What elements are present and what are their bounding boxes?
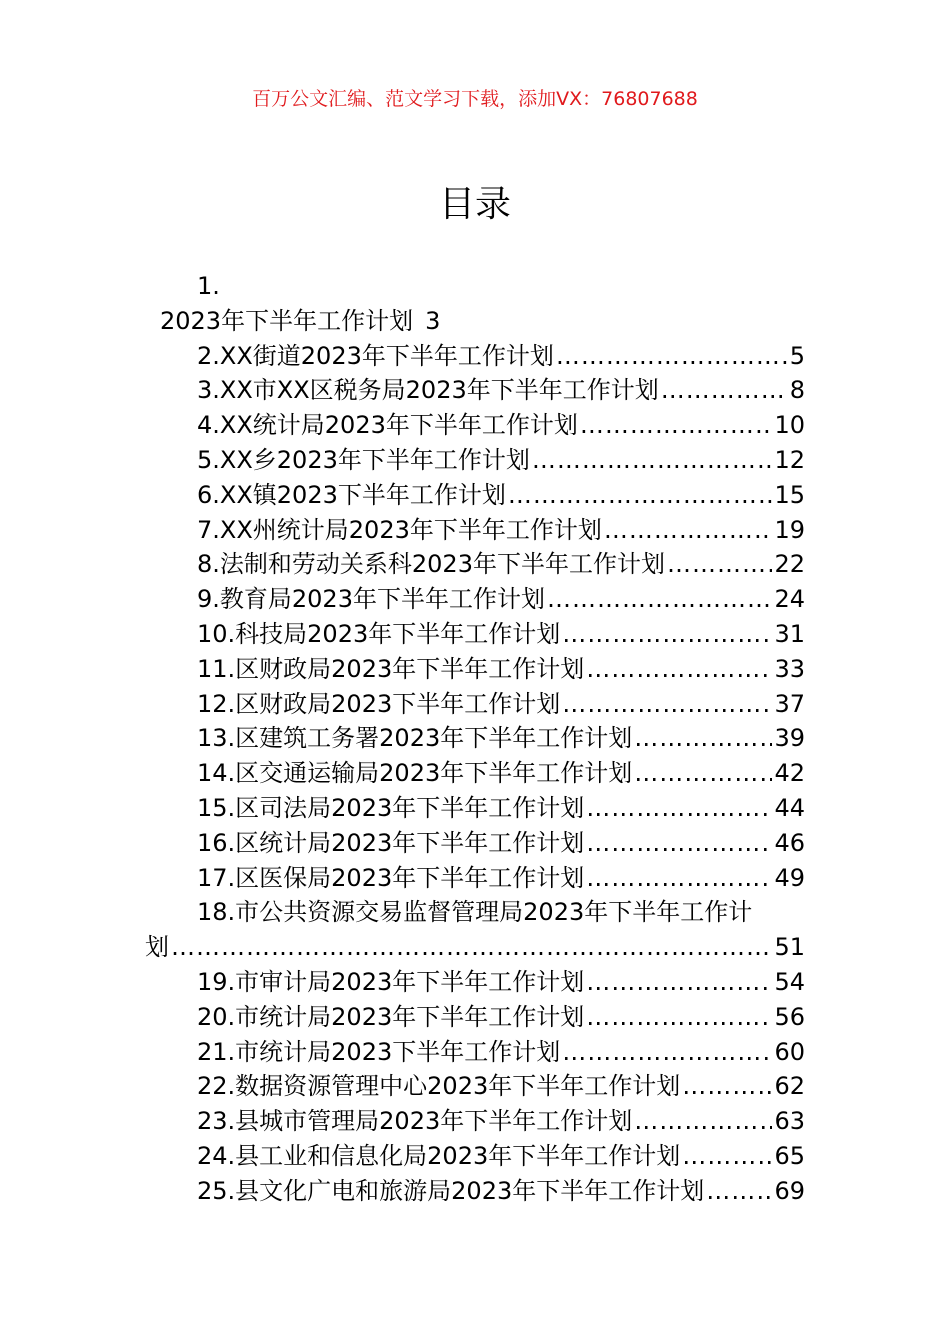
toc-entry-page: 3 [425, 306, 441, 335]
dot-leader [580, 408, 773, 443]
toc-entry-label: 10.科技局2023年下半年工作计划 [197, 619, 561, 648]
dot-leader [706, 1174, 772, 1209]
dot-leader [532, 443, 773, 478]
toc-entry-7[interactable] [145, 513, 805, 548]
toc-entry-label: 20.市统计局2023年下半年工作计划 [197, 1002, 585, 1031]
dot-leader [586, 791, 772, 826]
toc-entry-label: 3.XX市XX区税务局2023年下半年工作计划 [197, 376, 659, 405]
dot-leader [586, 1000, 772, 1035]
table-of-contents [145, 269, 805, 1209]
toc-entry-label: 22.数据资源管理中心2023年下半年工作计划 [197, 1072, 681, 1101]
dot-leader [682, 1069, 772, 1104]
toc-entry-page: 56 [774, 1002, 805, 1031]
toc-entry-page: 22 [774, 550, 805, 579]
toc-entry-page: 49 [774, 863, 805, 892]
toc-entry-label: 13.区建筑工务署2023年下半年工作计划 [197, 724, 633, 753]
dot-leader [562, 1035, 772, 1070]
dot-leader [562, 617, 772, 652]
toc-entry-11[interactable] [145, 652, 805, 687]
toc-entry-8[interactable] [145, 547, 805, 582]
toc-entry-label: 17.区医保局2023年下半年工作计划 [197, 863, 585, 892]
dot-leader [667, 547, 772, 582]
toc-entry-label: 14.区交通运输局2023年下半年工作计划 [197, 759, 633, 788]
toc-entry-page: 51 [774, 933, 805, 962]
toc-entry-5[interactable] [145, 443, 805, 478]
toc-entry-page: 54 [774, 967, 805, 996]
toc-entry-label: 9.教育局2023年下半年工作计划 [197, 585, 545, 614]
toc-entry-label: 11.区财政局2023年下半年工作计划 [197, 654, 585, 683]
toc-entry-page: 19 [774, 515, 805, 544]
toc-entry-22[interactable] [145, 1069, 805, 1104]
toc-entry-label: 2.XX街道2023年下半年工作计划 [197, 341, 554, 370]
toc-entry-label: 7.XX州统计局2023年下半年工作计划 [197, 515, 602, 544]
dot-leader [547, 582, 772, 617]
toc-entry-13[interactable] [145, 721, 805, 756]
toc-entry-label: 24.县工业和信息化局2023年下半年工作计划 [197, 1141, 681, 1170]
toc-entry-1-number[interactable]: 1. [197, 272, 220, 300]
toc-entry-page: 42 [774, 759, 805, 788]
toc-entry-page: 33 [774, 654, 805, 683]
toc-entry-page: 62 [774, 1072, 805, 1101]
toc-entry-20[interactable] [145, 1000, 805, 1035]
dot-leader [661, 373, 788, 408]
toc-entry-9[interactable] [145, 582, 805, 617]
toc-entry-label: 5.XX乡2023年下半年工作计划 [197, 445, 530, 474]
toc-entry-4[interactable] [145, 408, 805, 443]
toc-entry-label: 15.区司法局2023年下半年工作计划 [197, 793, 585, 822]
dot-leader [171, 930, 772, 965]
toc-entry-15[interactable] [145, 791, 805, 826]
toc-entry-1[interactable] [145, 304, 805, 339]
watermark-header: 百万公文汇编、范文学习下载，添加VX：76807688 [252, 88, 698, 110]
toc-entry-17[interactable] [145, 861, 805, 896]
toc-entry-label: 21.市统计局2023下半年工作计划 [197, 1037, 561, 1066]
toc-entry-label: 8.法制和劳动关系科2023年下半年工作计划 [197, 550, 665, 579]
toc-entry-2[interactable] [145, 339, 805, 374]
toc-entry-page: 60 [774, 1037, 805, 1066]
page-title: 目录 [438, 184, 511, 225]
toc-entry-25[interactable] [145, 1174, 805, 1209]
toc-entry-24[interactable] [145, 1139, 805, 1174]
toc-entry-label: 23.县城市管理局2023年下半年工作计划 [197, 1107, 633, 1136]
toc-entry-page: 12 [774, 445, 805, 474]
toc-entry-18-line2[interactable] [145, 930, 805, 965]
toc-entry-page: 24 [774, 585, 805, 614]
dot-leader [586, 965, 772, 1000]
dot-leader [604, 513, 773, 548]
toc-entry-label: 12.区财政局2023下半年工作计划 [197, 689, 561, 718]
toc-entry-10[interactable] [145, 617, 805, 652]
toc-entry-page: 46 [774, 828, 805, 857]
toc-entry-label: 2023年下半年工作计划 [160, 306, 414, 335]
toc-entry-page: 39 [774, 724, 805, 753]
toc-entry-16[interactable] [145, 826, 805, 861]
toc-entry-23[interactable] [145, 1104, 805, 1139]
toc-entry-12[interactable] [145, 687, 805, 722]
dot-leader [586, 861, 772, 896]
toc-entry-page: 65 [774, 1141, 805, 1170]
toc-entry-page: 10 [774, 411, 805, 440]
toc-entry-19[interactable] [145, 965, 805, 1000]
toc-entry-page: 5 [789, 341, 805, 370]
dot-leader [508, 478, 773, 513]
toc-entry-14[interactable] [145, 756, 805, 791]
toc-entry-18-line1[interactable]: 18.市公共资源交易监督管理局2023年下半年工作计 [197, 898, 753, 927]
toc-entry-6[interactable] [145, 478, 805, 513]
toc-entry-3[interactable] [145, 373, 805, 408]
toc-entry-label: 25.县文化广电和旅游局2023年下半年工作计划 [197, 1176, 705, 1205]
dot-leader [556, 339, 788, 374]
toc-entry-label: 6.XX镇2023下半年工作计划 [197, 480, 506, 509]
toc-entry-page: 69 [774, 1176, 805, 1205]
dot-leader [562, 687, 772, 722]
toc-entry-label: 4.XX统计局2023年下半年工作计划 [197, 411, 578, 440]
dot-leader [586, 826, 772, 861]
dot-leader [634, 1104, 772, 1139]
toc-entry-page: 8 [789, 376, 805, 405]
dot-leader [586, 652, 772, 687]
toc-entry-page: 31 [774, 619, 805, 648]
toc-entry-label: 16.区统计局2023年下半年工作计划 [197, 828, 585, 857]
dot-leader [682, 1139, 772, 1174]
toc-entry-label: 划 [145, 933, 169, 962]
toc-entry-page: 37 [774, 689, 805, 718]
toc-entry-page: 63 [774, 1107, 805, 1136]
dot-leader [634, 721, 772, 756]
toc-entry-21[interactable] [145, 1035, 805, 1070]
dot-leader [634, 756, 772, 791]
toc-entry-page: 15 [774, 480, 805, 509]
toc-entry-label: 19.市审计局2023年下半年工作计划 [197, 967, 585, 996]
toc-entry-page: 44 [774, 793, 805, 822]
